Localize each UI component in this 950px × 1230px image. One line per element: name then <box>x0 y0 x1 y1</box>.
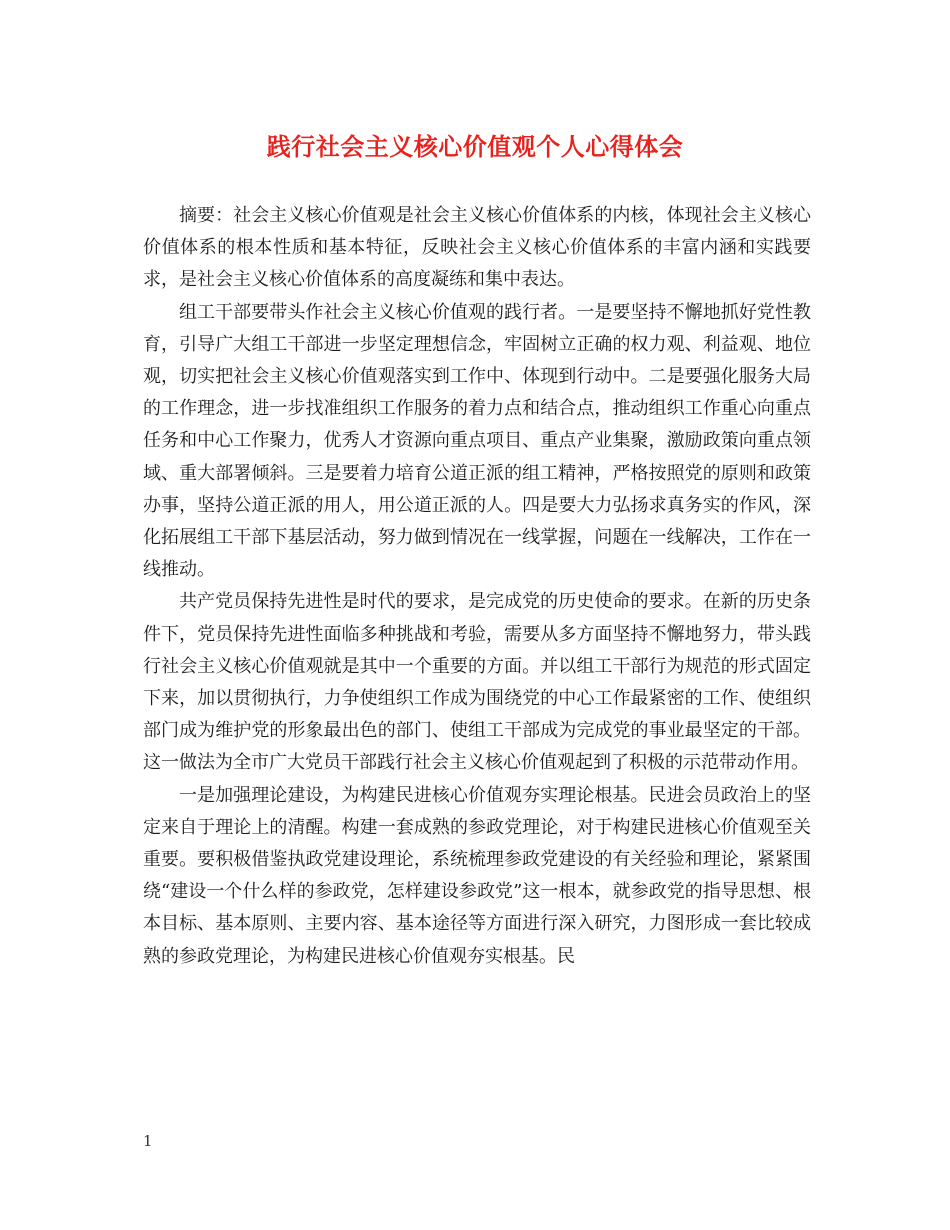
paragraph-theory-building: 一是加强理论建设，为构建民进核心价值观夯实理论根基。民进会员政治上的坚定来自于理论上的清醒。构建一套成熟的参政党理论，对于构建民进核心价值观至关重要。要积极借鉴执政党建设理论，系统梳理参政党建设的有关经验和理论，紧紧围绕“建设一个什么样的参政党，怎样建设参政党”这一根本，就参政党的指导思想、根本目标、基本原则、主要内容、基本途径等方面进行深入研究，力图形成一套比较成熟的参政党理论，为构建民进核心价值观夯实根基。民 <box>143 784 811 967</box>
page-number: 1 <box>143 1132 153 1150</box>
paragraph-party-members: 共产党员保持先进性是时代的要求，是完成党的历史使命的要求。在新的历史条件下，党员保持先进性面临多种挑战和考验，需要从多方面坚持不懈地努力，带头践行社会主义核心价值观就是其中一个重要的方面。并以组工干部行为规范的形式固定下来，加以贯彻执行，力争使组织工作成为围绕党的中心工作最紧密的工作、使组织部门成为维护党的形象最出色的部门、使组工干部成为完成党的事业最坚定的干部。这一做法为全市广大党员干部践行社会主义核心价值观起到了积极的示范带动作用。 <box>143 591 811 774</box>
paragraph-cadres: 组工干部要带头作社会主义核心价值观的践行者。一是要坚持不懈地抓好党性教育，引导广大组工干部进一步坚定理想信念，牢固树立正确的权力观、利益观、地位观，切实把社会主义核心价值观落实到工作中、体现到行动中。二是要强化服务大局的工作理念，进一步找准组织工作服务的着力点和结合点，推动组织工作重心向重点任务和中心工作聚力，优秀人才资源向重点项目、重点产业集聚，激励政策向重点领域、重大部署倾斜。三是要着力培育公道正派的组工精神，严格按照党的原则和政策办事，坚持公道正派的用人，用公道正派的人。四是要大力弘扬求真务实的作风，深化拓展组工干部下基层活动，努力做到情况在一线掌握，问题在一线解决，工作在一线推动。 <box>143 301 811 581</box>
paragraph-abstract: 摘要：社会主义核心价值观是社会主义核心价值体系的内核，体现社会主义核心价值体系的根本性质和基本特征，反映社会主义核心价值体系的丰富内涵和实践要求，是社会主义核心价值体系的高度凝练和集中表达。 <box>143 205 811 291</box>
document-body <box>143 200 811 973</box>
document-title: 践行社会主义核心价值观个人心得体会 <box>266 132 684 161</box>
